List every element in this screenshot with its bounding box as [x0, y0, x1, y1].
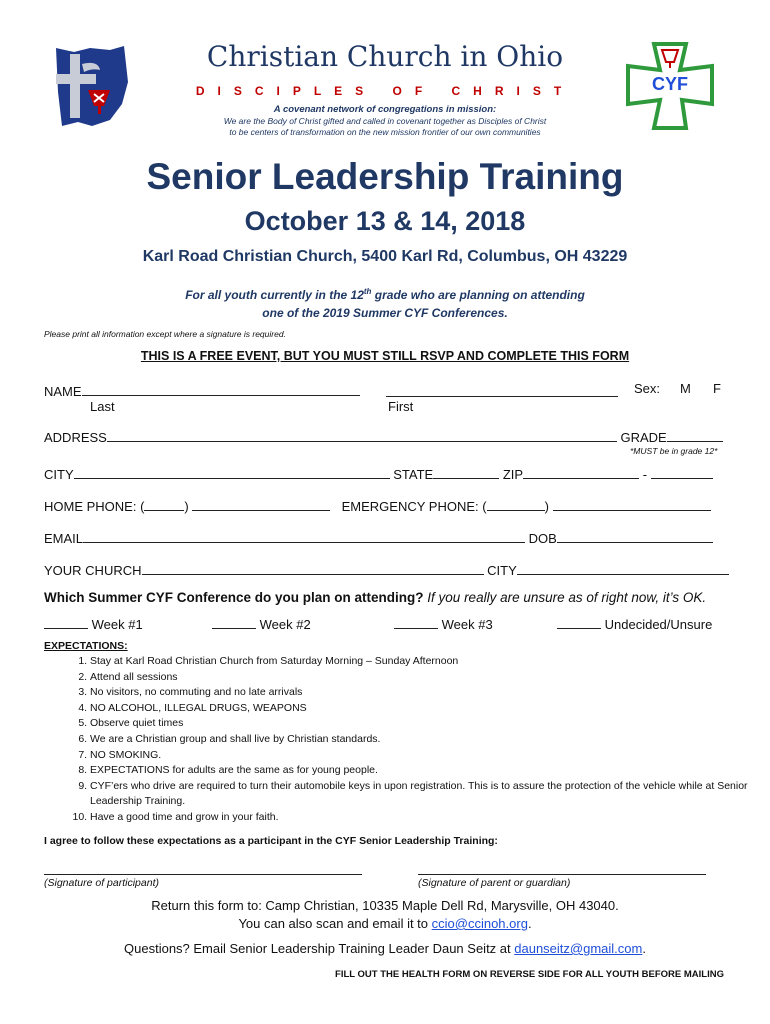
ccio-email-link[interactable]: ccio@ccinoh.org	[431, 916, 528, 931]
church-row	[44, 560, 729, 578]
email-field[interactable]	[83, 528, 525, 543]
tagline: A covenant network of congregations in mission:	[273, 104, 497, 115]
week-2-label: Week #2	[259, 617, 311, 632]
name-label: NAME	[44, 384, 82, 399]
eligibility-pre: For all youth currently in the 12	[185, 288, 364, 302]
city-field[interactable]	[74, 464, 390, 479]
church-city-field[interactable]	[517, 560, 729, 575]
questions-pre: Questions? Email Senior Leadership Training Leader Daun Seitz at	[124, 941, 515, 956]
zip-field[interactable]	[523, 464, 639, 479]
daun-email-link[interactable]: daunseitz@gmail.com	[514, 941, 643, 956]
zip-ext-field[interactable]	[651, 464, 713, 479]
home-phone-field[interactable]	[192, 496, 330, 511]
address-label: ADDRESS	[44, 430, 107, 445]
city-row	[44, 464, 713, 482]
undecided-option[interactable]	[557, 614, 712, 632]
expectation-item: 6. We are a Christian group and shall live by Christian standards.	[90, 732, 750, 748]
grade-label: GRADE	[620, 430, 667, 445]
first-name-field[interactable]	[386, 381, 618, 397]
expectation-item: 10. Have a good time and grow in your faith.	[90, 810, 750, 826]
page-title: Senior Leadership Training	[146, 156, 624, 197]
eligibility-sup: th	[363, 287, 372, 296]
expectation-item: 2. Attend all sessions	[90, 670, 750, 686]
week-3-label: Week #3	[441, 617, 493, 632]
expectation-item: 5. Observe quiet times	[90, 716, 750, 732]
sex-f-option[interactable]: F	[713, 381, 721, 396]
return-email-line	[0, 916, 770, 931]
zip-dash: -	[642, 467, 648, 482]
emergency-phone-field[interactable]	[553, 496, 711, 511]
emergency-phone-label: EMERGENCY PHONE: (	[341, 499, 487, 514]
cyf-logo	[624, 40, 716, 132]
expectation-item: 4. NO ALCOHOL, ILLEGAL DRUGS, WEAPONS	[90, 701, 750, 717]
church-city-label: CITY	[487, 563, 517, 578]
state-label: STATE	[393, 467, 434, 482]
last-name-field[interactable]	[82, 381, 360, 396]
dob-label: DOB	[528, 531, 557, 546]
phone-row	[44, 496, 711, 514]
address-field[interactable]	[107, 427, 617, 442]
expectation-item: 1. Stay at Karl Road Christian Church from Saturday Morning – Sunday Afternoon	[90, 654, 750, 670]
name-row	[44, 381, 360, 399]
print-note: Please print all information except where a signature is required.	[44, 329, 286, 339]
event-location: Karl Road Christian Church, 5400 Karl Rd, Columbus, OH 43229	[142, 248, 628, 265]
sex-m-option[interactable]: M	[680, 381, 691, 396]
first-caption: First	[388, 399, 414, 414]
expectation-item: 8. EXPECTATIONS for adults are the same as for young people.	[90, 763, 750, 779]
questions-post: .	[642, 941, 646, 956]
emergency-area-code-field[interactable]	[487, 496, 545, 511]
week-2-option[interactable]	[212, 614, 311, 632]
mission-line-1: We are the Body of Christ gifted and called in covenant together as Disciples of Christ	[223, 116, 547, 126]
eligibility-line-1	[0, 287, 770, 302]
questions-line	[0, 941, 770, 956]
last-caption: Last	[90, 399, 115, 414]
sex-label: Sex:	[634, 381, 661, 396]
undecided-label: Undecided/Unsure	[604, 617, 713, 632]
expectations-list	[62, 654, 750, 826]
paren-close: )	[544, 499, 549, 514]
participant-signature-line[interactable]	[44, 862, 362, 875]
grade-field[interactable]	[667, 427, 723, 442]
expectation-item: 9. CYF’ers who drive are required to turn their automobile keys in upon registration. This is to assure the protection of the vehicle while at Senior Leadership Training.	[90, 779, 750, 810]
parent-signature-line[interactable]	[418, 862, 706, 875]
week-1-option[interactable]	[44, 614, 143, 632]
expectation-item: 3. No visitors, no commuting and no late arrivals	[90, 685, 750, 701]
dob-field[interactable]	[557, 528, 713, 543]
address-row	[44, 427, 723, 445]
conference-question	[44, 590, 706, 605]
return-email-pre: You can also scan and email it to	[238, 916, 432, 931]
email-row	[44, 528, 713, 546]
conference-question-text: Which Summer CYF Conference do you plan on attending?	[44, 590, 424, 605]
ohio-logo	[48, 42, 132, 130]
paren-close: )	[184, 499, 189, 514]
event-date: October 13 & 14, 2018	[244, 206, 526, 236]
church-label: YOUR CHURCH	[44, 563, 142, 578]
city-label: CITY	[44, 467, 74, 482]
week-1-label: Week #1	[91, 617, 143, 632]
org-subtitle: DISCIPLES OF CHRIST	[195, 84, 575, 98]
expectations-heading: EXPECTATIONS:	[44, 640, 128, 652]
mission-line-2: to be centers of transformation on the new mission frontier of our own communities	[229, 127, 541, 137]
week-1-blank[interactable]	[44, 614, 88, 629]
cyf-logo-text: CYF	[652, 74, 688, 94]
expectation-item: 7. NO SMOKING.	[90, 748, 750, 764]
church-field[interactable]	[142, 560, 484, 575]
email-label: EMAIL	[44, 531, 84, 546]
return-email-post: .	[527, 916, 532, 931]
return-address: Return this form to: Camp Christian, 10335 Maple Dell Rd, Marysville, OH 43040.	[151, 898, 619, 913]
undecided-blank[interactable]	[557, 614, 601, 629]
home-area-code-field[interactable]	[144, 496, 184, 511]
week-3-option[interactable]	[394, 614, 493, 632]
participant-signature-caption: (Signature of participant)	[44, 877, 159, 889]
grade-note: *MUST be in grade 12*	[630, 446, 718, 456]
eligibility-post: grade who are planning on attending	[371, 288, 585, 302]
footer-note: FILL OUT THE HEALTH FORM ON REVERSE SIDE FOR ALL YOUTH BEFORE MAILING	[335, 969, 724, 980]
agreement-statement: I agree to follow these expectations as a participant in the CYF Senior Leadership Training:	[44, 835, 498, 847]
home-phone-label: HOME PHONE: (	[44, 499, 145, 514]
free-event-banner: THIS IS A FREE EVENT, BUT YOU MUST STILL RSVP AND COMPLETE THIS FORM	[140, 349, 630, 363]
eligibility-line-2: one of the 2019 Summer CYF Conferences.	[262, 306, 508, 320]
week-3-blank[interactable]	[394, 614, 438, 629]
parent-signature-caption: (Signature of parent or guardian)	[418, 877, 571, 889]
zip-label: ZIP	[502, 467, 524, 482]
state-field[interactable]	[433, 464, 499, 479]
org-name: Christian Church in Ohio	[206, 40, 564, 73]
conference-question-note: If you really are unsure as of right now, it’s OK.	[427, 590, 707, 605]
week-2-blank[interactable]	[212, 614, 256, 629]
